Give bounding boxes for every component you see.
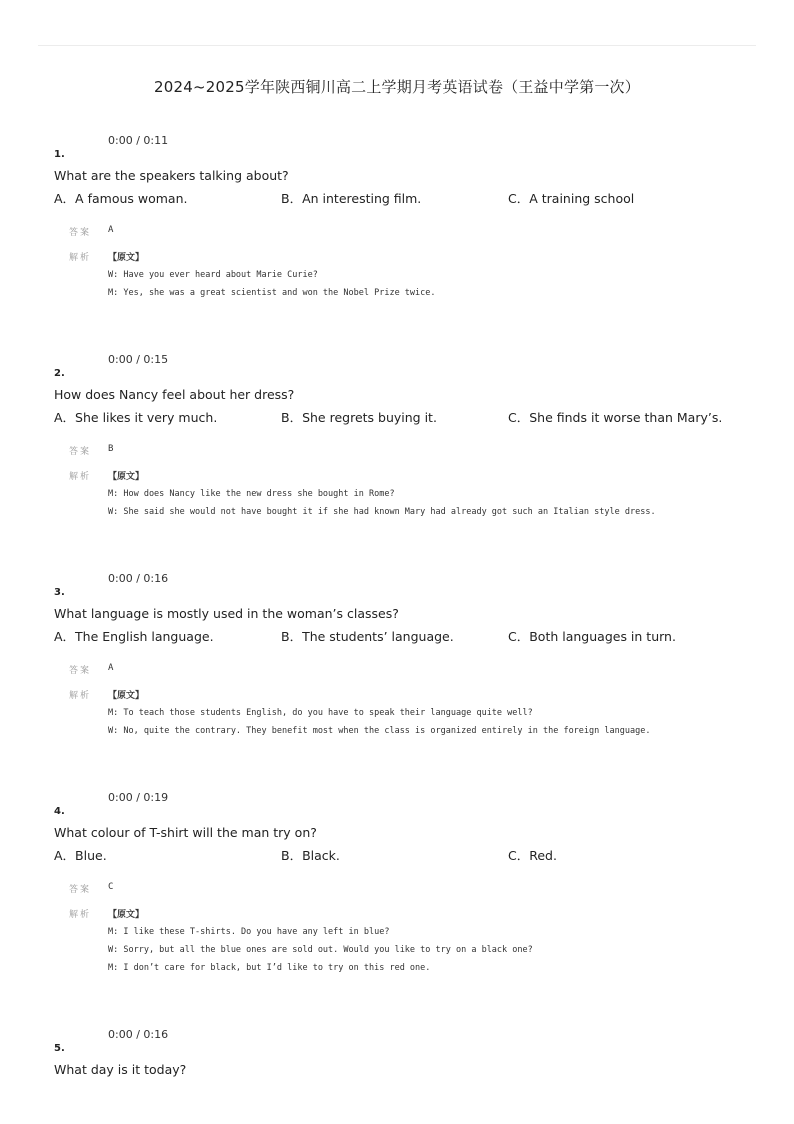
question-text: What are the speakers talking about? (54, 168, 289, 183)
explanation-label: 解析 (69, 691, 92, 701)
option-a: A．The English language. (54, 629, 214, 644)
question-4 (0, 791, 794, 991)
audio-player-time[interactable]: 0:00 / 0:15 (108, 353, 169, 366)
option-a: A．Blue. (54, 848, 107, 863)
audio-player-time[interactable]: 0:00 / 0:16 (108, 1028, 169, 1041)
question-number: 2. (54, 368, 65, 379)
answer-label: 答案 (69, 885, 92, 895)
question-number: 4. (54, 806, 65, 817)
transcript-line: W: Have you ever heard about Marie Curie? (108, 270, 318, 280)
option-b: B．She regrets buying it. (281, 410, 437, 425)
option-b: B．An interesting film. (281, 191, 422, 206)
question-text: What day is it today? (54, 1062, 187, 1077)
transcript-line: W: No, quite the contrary. They benefit most when the class is organized entirely in the foreign language. (108, 726, 651, 736)
question-5 (0, 1028, 794, 1108)
option-c: C．A training school (508, 191, 635, 206)
explanation-label: 解析 (69, 472, 92, 482)
question-number: 3. (54, 587, 65, 598)
audio-player-time[interactable]: 0:00 / 0:19 (108, 791, 169, 804)
question-text: What language is mostly used in the woman’s classes? (54, 606, 399, 621)
option-b: B．Black. (281, 848, 340, 863)
answer-value: B (108, 444, 114, 454)
audio-player-time[interactable]: 0:00 / 0:16 (108, 572, 169, 585)
question-3 (0, 572, 794, 772)
transcript-line: M: I don’t care for black, but I’d like to try on this red one. (108, 963, 431, 973)
explanation-heading: 【原文】 (108, 253, 145, 263)
answer-value: A (108, 225, 114, 235)
audio-player-time[interactable]: 0:00 / 0:11 (108, 134, 169, 147)
question-number: 5. (54, 1043, 65, 1054)
option-c: C．Red. (508, 848, 557, 863)
transcript-line: M: To teach those students English, do you have to speak their language quite well? (108, 708, 533, 718)
option-c: C．Both languages in turn. (508, 629, 676, 644)
option-c: C．She finds it worse than Mary’s. (508, 410, 723, 425)
document-title: 2024~2025学年陕西铜川高二上学期月考英语试卷（王益中学第一次） (154, 78, 640, 96)
transcript-line: W: She said she would not have bought it if she had known Mary had already got such an Italian style dress. (108, 507, 656, 517)
answer-value: A (108, 663, 114, 673)
top-divider (38, 45, 756, 46)
option-a: A．A famous woman. (54, 191, 188, 206)
option-a: A．She likes it very much. (54, 410, 218, 425)
transcript-line: M: I like these T-shirts. Do you have any left in blue? (108, 927, 390, 937)
question-text: What colour of T-shirt will the man try on? (54, 825, 317, 840)
answer-label: 答案 (69, 228, 92, 238)
explanation-heading: 【原文】 (108, 910, 145, 920)
transcript-line: M: How does Nancy like the new dress she bought in Rome? (108, 489, 395, 499)
question-2 (0, 353, 794, 553)
explanation-label: 解析 (69, 253, 92, 263)
explanation-heading: 【原文】 (108, 691, 145, 701)
explanation-heading: 【原文】 (108, 472, 145, 482)
option-b: B．The students’ language. (281, 629, 454, 644)
answer-value: C (108, 882, 114, 892)
explanation-label: 解析 (69, 910, 92, 920)
question-text: How does Nancy feel about her dress? (54, 387, 295, 402)
answer-label: 答案 (69, 666, 92, 676)
answer-label: 答案 (69, 447, 92, 457)
question-1 (0, 134, 794, 334)
question-number: 1. (54, 149, 65, 160)
transcript-line: M: Yes, she was a great scientist and won the Nobel Prize twice. (108, 288, 436, 298)
transcript-line: W: Sorry, but all the blue ones are sold out. Would you like to try on a black one? (108, 945, 533, 955)
